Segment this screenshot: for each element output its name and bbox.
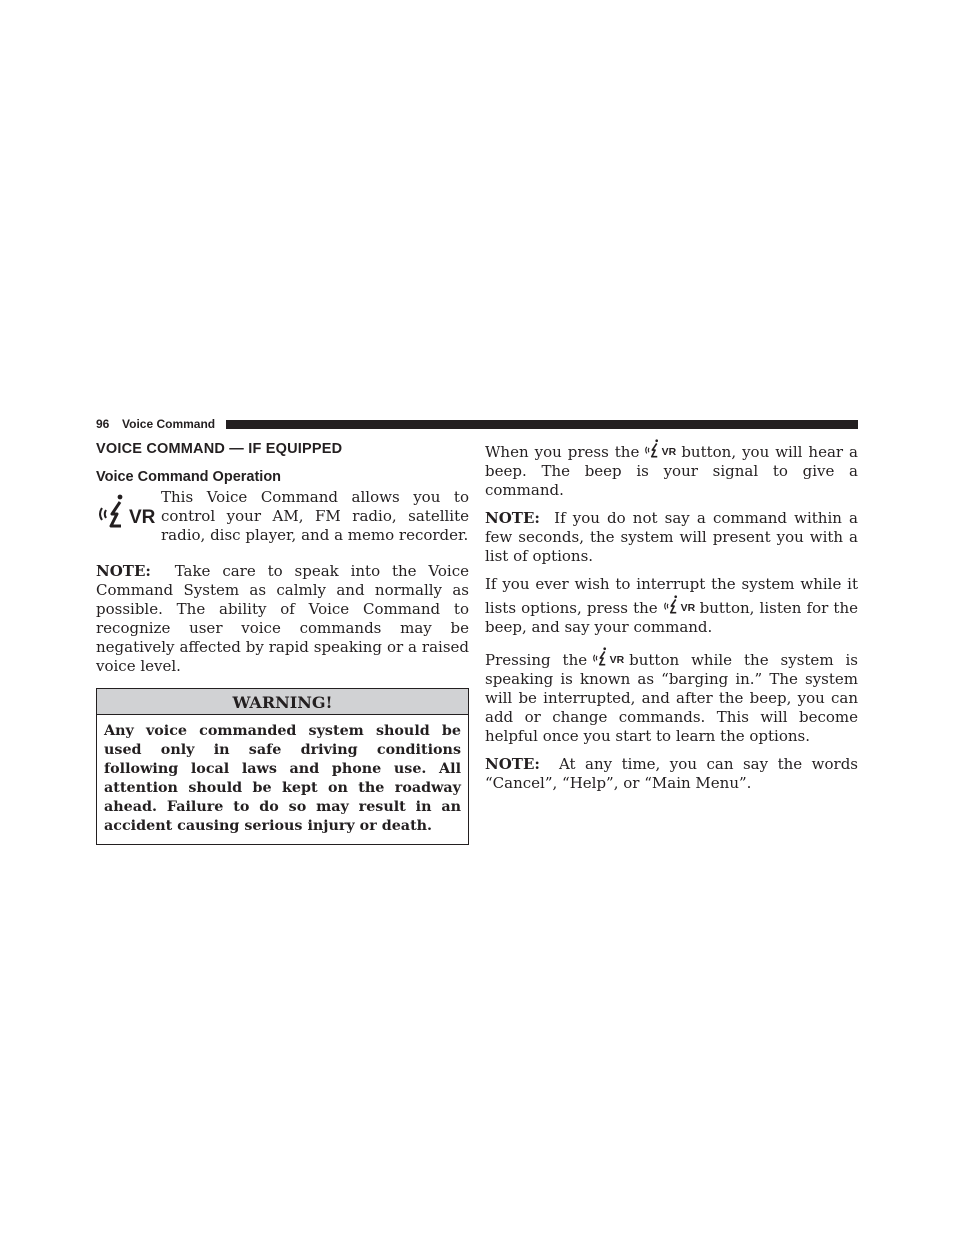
text-span: button, you will hear a beep. The beep is your signal to give a command.: [485, 443, 858, 499]
barging-in-paragraph: [485, 646, 858, 746]
interrupt-paragraph: [485, 575, 858, 637]
note-paragraph: [485, 509, 858, 566]
page-number: 96: [96, 417, 110, 431]
text-span: If you ever wish to interrupt the system while it lists options, press the: [485, 575, 858, 617]
voice-recognition-icon: [96, 492, 156, 532]
press-button-paragraph: [485, 438, 858, 500]
voice-recognition-icon: [590, 646, 626, 668]
voice-recognition-icon: [661, 594, 697, 616]
intro-text: This Voice Command allows you to control your AM, FM radio, satellite radio, disc player, and a memo recorder.: [161, 488, 469, 544]
note-paragraph: [485, 755, 858, 793]
subsection-heading: Voice Command Operation: [96, 469, 282, 485]
section-heading: VOICE COMMAND — IF EQUIPPED: [96, 441, 343, 457]
right-column: [485, 438, 858, 793]
note-text: Take care to speak into the Voice Command System as calmly and normally as possible. The ability of Voice Command to recognize user voice commands may be negatively affected by rapid speaking or a raised voice level.: [96, 562, 469, 675]
text-span: When you press the: [485, 443, 640, 461]
note-label: NOTE:: [96, 562, 151, 580]
note-label: NOTE:: [485, 755, 540, 773]
page-header: [96, 417, 858, 433]
note-text: If you do not say a command within a few seconds, the system will present you with a list of options.: [485, 509, 858, 565]
warning-text: Any voice commanded system should be used only in safe driving conditions following local laws and phone use. All attention should be kept on the roadway ahead. Failure to do so may result in an accident causing serious injury or death.: [104, 723, 461, 834]
note-paragraph: [96, 562, 469, 676]
left-column: [96, 438, 469, 845]
note-label: NOTE:: [485, 509, 540, 527]
note-text: At any time, you can say the words “Cancel”, “Help”, or “Main Menu”.: [485, 755, 859, 792]
header-rule: [226, 420, 858, 429]
intro-block: [96, 488, 469, 545]
text-span: button while the system is speaking is known as “barging in.” The system will be interrupted, and after the beep, you can add or change commands. This will become helpful once you start to learn the options.: [485, 651, 858, 745]
text-span: button, listen for the beep, and say your command.: [485, 599, 858, 636]
warning-title: WARNING!: [97, 689, 468, 715]
voice-recognition-icon: [642, 438, 678, 460]
header-section-title: Voice Command: [122, 417, 216, 431]
warning-box: [96, 688, 469, 845]
text-span: Pressing the: [485, 651, 588, 669]
